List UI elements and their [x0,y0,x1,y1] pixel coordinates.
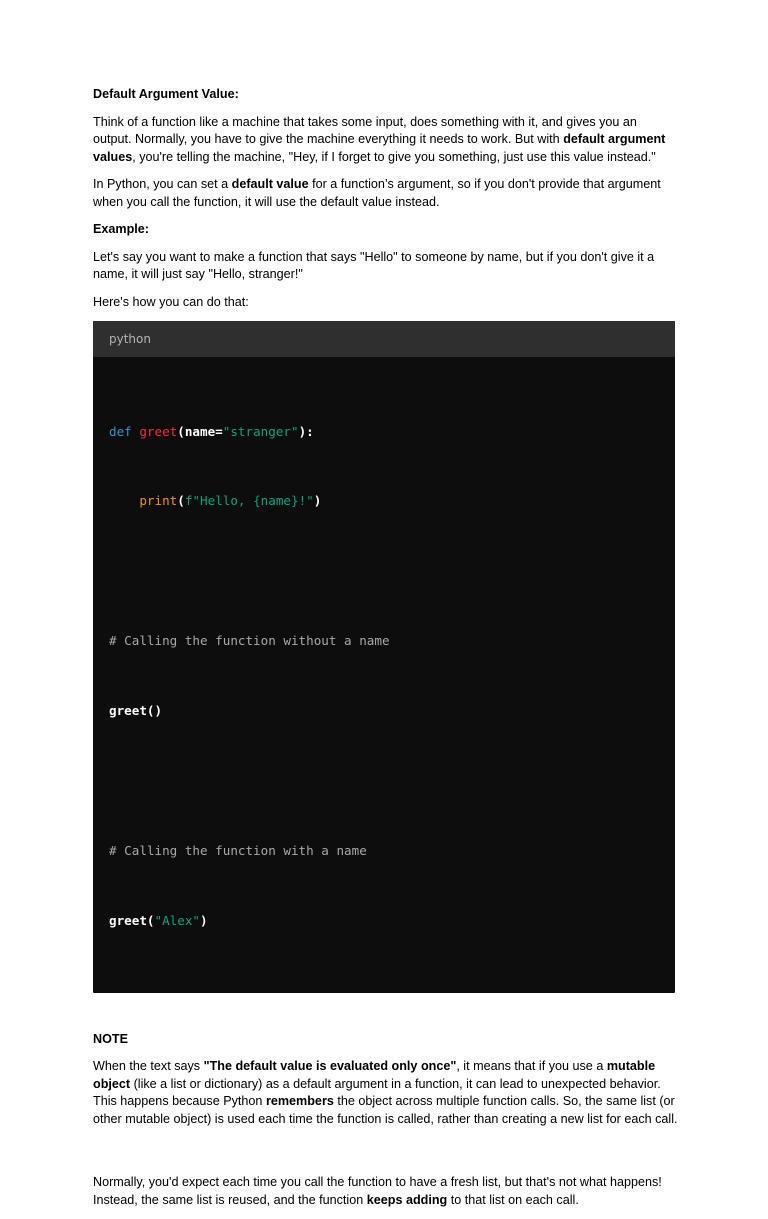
howto-paragraph: Here's how you can do that: [93,294,249,309]
intro-text-1: Think of a function like a machine that takes some input, does something with it, and gives you an output. Normally, you have to give the machine everything it needs to work. But with [93,114,637,146]
code-line-8 [109,909,675,932]
closing-text-2: to that list on each call. [447,1192,579,1207]
python-paragraph [93,176,678,211]
code-punct: ( [177,493,185,509]
code-string: "Alex" [154,912,200,928]
code-punct: ): [298,423,314,439]
note-text-3: (like a list or dictionary) as a default argument in a function, it can lead to unexpected behavior. This happens because Python [93,1076,661,1109]
note-bold-quote: "The default value is evaluated only once" [203,1059,457,1074]
code-string: "stranger" [222,423,299,439]
code-call: greet( [109,912,155,928]
code-builtin: print [139,493,178,509]
code-indent [109,493,139,508]
note-bold-remembers: remembers [265,1094,334,1109]
code-punct: (name= [177,423,223,439]
closing-text-1: Normally, you'd expect each time you call the function to have a fresh list, but that's not what happens! Instead, the same list is reused, and the function [93,1175,662,1207]
python-text-2: for a function’s argument, so if you don't provide that argument when you call the function, it will use the default value instead. [93,177,661,209]
code-comment: # Calling the function with a name [109,842,367,858]
python-text-1: In Python, you can set a [93,177,232,191]
note-text-2: , it means that if you use a [456,1059,607,1074]
section-heading: Default Argument Value: [93,87,239,101]
closing-paragraph [93,1174,678,1209]
closing-bold: keeps adding [366,1192,448,1207]
code-string: f"Hello, {name}!" [184,493,314,509]
code-language-label: python [93,321,675,357]
code-line-2 [109,489,675,512]
code-call: greet() [109,703,163,719]
code-block [93,321,675,993]
code-line-7 [109,839,675,862]
intro-bold: default argument values [93,132,666,164]
code-punct: ) [313,493,322,509]
python-bold: default value [231,177,309,191]
code-function-name: greet [139,423,178,439]
code-keyword: def [109,423,132,439]
code-body[interactable] [93,357,675,993]
code-comment: # Calling the function without a name [109,633,390,649]
document-content [93,86,678,1219]
note-text-4: the object across multiple function calls. So, the same list (or other mutable object) is used each time the function is called, rather than creating a new list for each call. [93,1094,678,1126]
example-label: Example: [93,222,149,236]
code-line-1 [109,420,675,443]
note-bold-mutable: mutable object [93,1059,656,1091]
code-line-6 [109,769,675,792]
code-line-3 [109,559,675,582]
note-heading: NOTE [93,1031,128,1046]
intro-text-2: , you're telling the machine, "Hey, if I forget to give you something, just use this value instead." [132,149,656,164]
example-paragraph: Let's say you want to make a function that says "Hello" to someone by name, but if you don't give it a name, it will just say "Hello, stranger!" [93,249,655,281]
note-text-1: When the text says [93,1059,204,1074]
code-line-5 [109,699,675,722]
note-paragraph [93,1058,678,1128]
code-punct: ) [200,912,208,928]
spacer [93,1138,678,1174]
code-line-4 [109,629,675,652]
intro-paragraph [93,114,678,167]
